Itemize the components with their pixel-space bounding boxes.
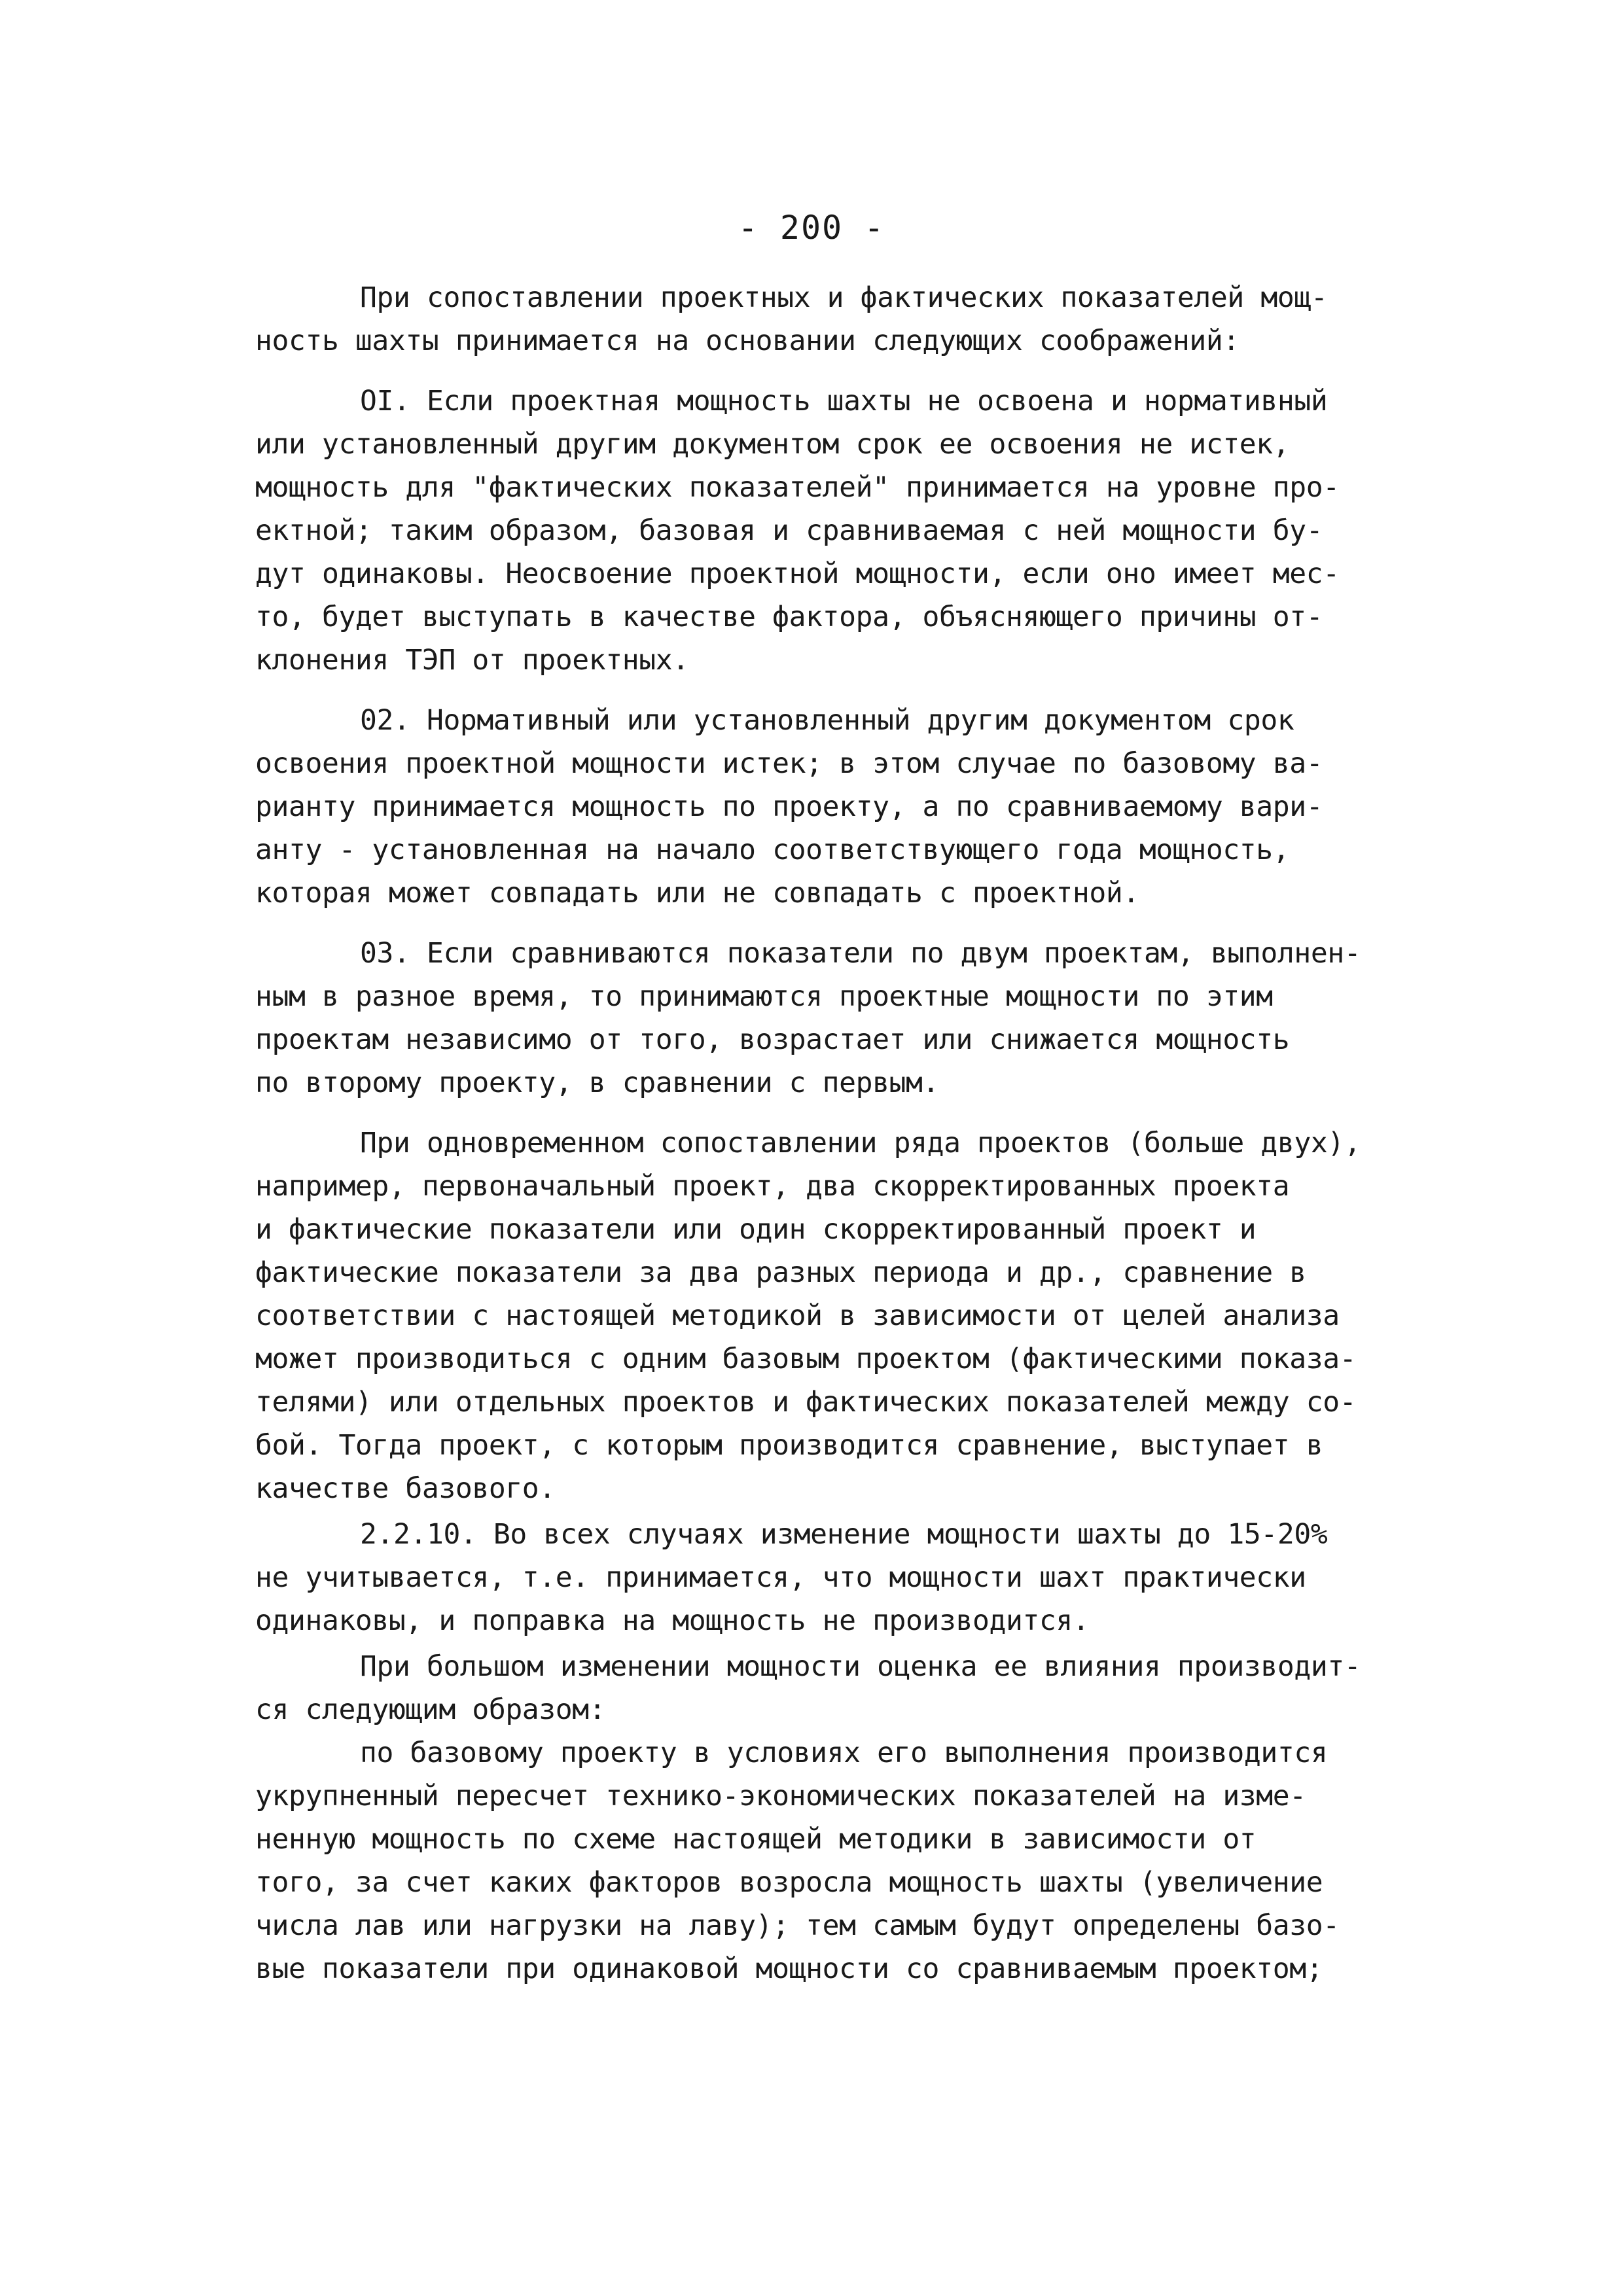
- text-line: укрупненный пересчет технико-экономических показателей на изме-: [255, 1780, 1306, 1812]
- text-line: качестве базового.: [255, 1472, 556, 1505]
- paragraph-large-change: [255, 1645, 1394, 1731]
- text-line: одинаковы, и поправка на мощность не производится.: [255, 1604, 1090, 1637]
- text-line: телями) или отдельных проектов и фактических показателей между со-: [255, 1386, 1357, 1419]
- text-line: анту - установленная на начало соответствующего года мощность,: [255, 834, 1290, 866]
- text-line: ность шахты принимается на основании следующих соображений:: [255, 325, 1240, 357]
- paragraph-01: [255, 380, 1394, 682]
- text-line: 2.2.10. Во всех случаях изменение мощности шахты до 15-20%: [360, 1518, 1328, 1551]
- text-line: и фактические показатели или один скорректированный проект и: [255, 1213, 1257, 1246]
- text-line: освоения проектной мощности истек; в этом случае по базовому ва-: [255, 747, 1323, 780]
- text-line: мощность для "фактических показателей" принимается на уровне про-: [255, 471, 1340, 504]
- text-line: ным в разное время, то принимаются проектные мощности по этим: [255, 980, 1273, 1013]
- text-line: по второму проекту, в сравнении с первым.: [255, 1067, 940, 1099]
- text-line: При большом изменении мощности оценка ее влияния производит-: [360, 1650, 1361, 1683]
- text-line: то, будет выступать в качестве фактора, объясняющего причины от-: [255, 601, 1323, 633]
- paragraph-2-2-10: [255, 1513, 1394, 1642]
- paragraph-base-project: [255, 1731, 1394, 1990]
- text-line: клонения ТЭП от проектных.: [255, 644, 689, 677]
- paragraph-03: [255, 932, 1394, 1104]
- text-line: ектной; таким образом, базовая и сравниваемая с ней мощности бу-: [255, 514, 1323, 547]
- text-line: дут одинаковы. Неосвоение проектной мощности, если оно имеет мес-: [255, 557, 1340, 590]
- paragraph-multiple-projects: [255, 1122, 1394, 1510]
- paragraph-intro: [255, 276, 1394, 362]
- text-line: OI. Если проектная мощность шахты не освоена и нормативный: [360, 385, 1328, 417]
- text-line: При сопоставлении проектных и фактических показателей мощ-: [360, 281, 1328, 314]
- text-line: бой. Тогда проект, с которым производится сравнение, выступает в: [255, 1429, 1323, 1462]
- text-line: 02. Нормативный или установленный другим документом срок: [360, 704, 1294, 737]
- text-line: При одновременном сопоставлении ряда проектов (больше двух),: [360, 1127, 1361, 1159]
- paragraph-02: [255, 699, 1394, 915]
- text-line: соответствии с настоящей методикой в зависимости от целей анализа: [255, 1299, 1340, 1332]
- text-line: по базовому проекту в условиях его выполнения производится: [360, 1737, 1328, 1769]
- page-number: - 200 -: [738, 209, 885, 247]
- text-line: не учитывается, т.е. принимается, что мощности шахт практически: [255, 1561, 1306, 1594]
- text-line: может производиться с одним базовым проектом (фактическими показа-: [255, 1343, 1357, 1375]
- text-line: или установленный другим документом срок ее освоения не истек,: [255, 428, 1290, 461]
- text-line: ненную мощность по схеме настоящей методики в зависимости от: [255, 1823, 1257, 1856]
- text-line: проектам независимо от того, возрастает или снижается мощность: [255, 1023, 1290, 1056]
- text-line: например, первоначальный проект, два скорректированных проекта: [255, 1170, 1290, 1203]
- text-line: фактические показатели за два разных периода и др., сравнение в: [255, 1256, 1306, 1289]
- body-text: [255, 276, 1394, 1990]
- text-line: ся следующим образом:: [255, 1693, 606, 1726]
- text-line: рианту принимается мощность по проекту, а по сравниваемому вари-: [255, 790, 1323, 823]
- text-line: числа лав или нагрузки на лаву); тем самым будут определены базо-: [255, 1909, 1340, 1942]
- text-line: вые показатели при одинаковой мощности со сравниваемым проектом;: [255, 1952, 1323, 1985]
- text-line: 03. Если сравниваются показатели по двум проектам, выполнен-: [360, 937, 1361, 970]
- text-line: того, за счет каких факторов возросла мощность шахты (увеличение: [255, 1866, 1323, 1899]
- text-line: которая может совпадать или не совпадать с проектной.: [255, 877, 1139, 910]
